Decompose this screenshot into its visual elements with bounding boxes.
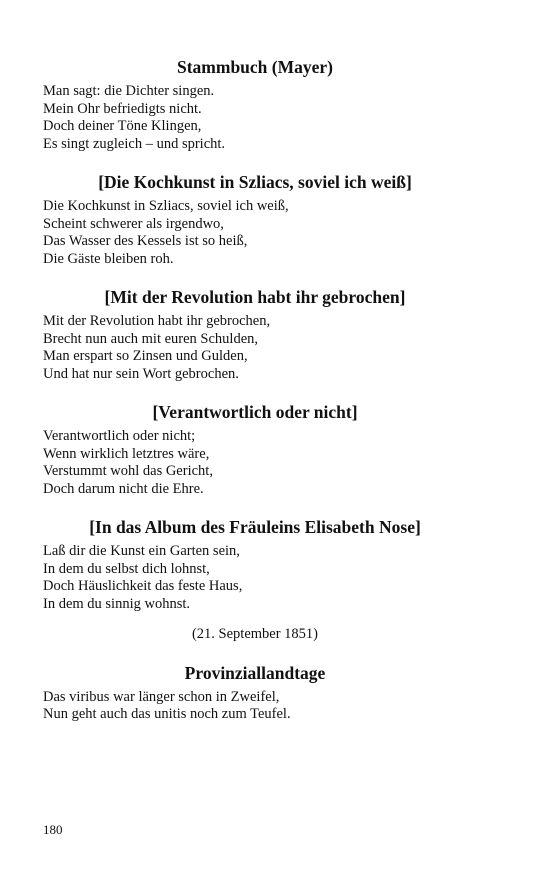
poem-line: Das Wasser des Kessels ist so heiß, <box>43 233 248 249</box>
poem-stammbuch-mayer <box>43 56 467 153</box>
poem-title: [In das Album des Fräuleins Elisabeth Nose] <box>89 517 421 537</box>
poem-title: Stammbuch (Mayer) <box>176 57 333 77</box>
poem-line: Man erspart so Zinsen und Gulden, <box>43 348 248 364</box>
page-number: 180 <box>43 822 63 837</box>
poem-revolution <box>43 286 467 383</box>
poem-line: Verantwortlich oder nicht; <box>43 428 196 444</box>
poem-lines <box>43 313 467 383</box>
poem-title: [Die Kochkunst in Szliacs, soviel ich weiß] <box>98 172 412 192</box>
poem-line: Die Gäste bleiben roh. <box>43 250 174 267</box>
poem-line: Das viribus war länger schon in Zweifel, <box>43 688 280 705</box>
poem-line: Die Kochkunst in Szliacs, soviel ich weiß, <box>43 198 289 214</box>
poem-lines <box>43 543 467 613</box>
poem-line: Doch darum nicht die Ehre. <box>43 480 204 497</box>
poem-kochkunst <box>43 171 467 268</box>
page-content <box>43 56 467 724</box>
poem-line: Scheint schwerer als irgendwo, <box>43 215 224 232</box>
poem-lines <box>43 428 467 498</box>
poem-lines <box>43 689 467 724</box>
poem-line: Mein Ohr befriedigts nicht. <box>43 100 202 117</box>
poem-line: Brecht nun auch mit euren Schulden, <box>43 330 259 347</box>
poem-line: Laß dir die Kunst ein Garten sein, <box>43 543 240 559</box>
poem-verantwortlich <box>43 401 467 498</box>
poem-line: Man sagt: die Dichter singen. <box>43 83 215 99</box>
poem-date: (21. September 1851) <box>191 626 319 642</box>
poem-line: Verstummt wohl das Gericht, <box>43 463 213 479</box>
poem-album-nose <box>43 516 467 644</box>
poem-line: Wenn wirklich letztres wäre, <box>43 445 210 462</box>
poem-title: Provinziallandtage <box>184 662 326 683</box>
poem-line: Es singt zugleich – und spricht. <box>43 135 226 152</box>
poem-title: [Mit der Revolution habt ihr gebrochen] <box>104 287 406 307</box>
poem-line: Mit der Revolution habt ihr gebrochen, <box>43 313 271 329</box>
poem-lines <box>43 198 467 268</box>
poem-title: [Verantwortlich oder nicht] <box>152 402 358 422</box>
poem-provinziallandtage <box>43 662 467 724</box>
poem-line: Doch Häuslichkeit das feste Haus, <box>43 578 243 594</box>
poem-line: In dem du selbst dich lohnst, <box>43 560 210 577</box>
poem-line: In dem du sinnig wohnst. <box>43 595 191 612</box>
poem-line: Und hat nur sein Wort gebrochen. <box>43 365 239 382</box>
poem-line: Doch deiner Töne Klingen, <box>43 118 202 134</box>
poem-lines <box>43 83 467 153</box>
poem-line: Nun geht auch das unitis noch zum Teufel. <box>43 706 291 722</box>
